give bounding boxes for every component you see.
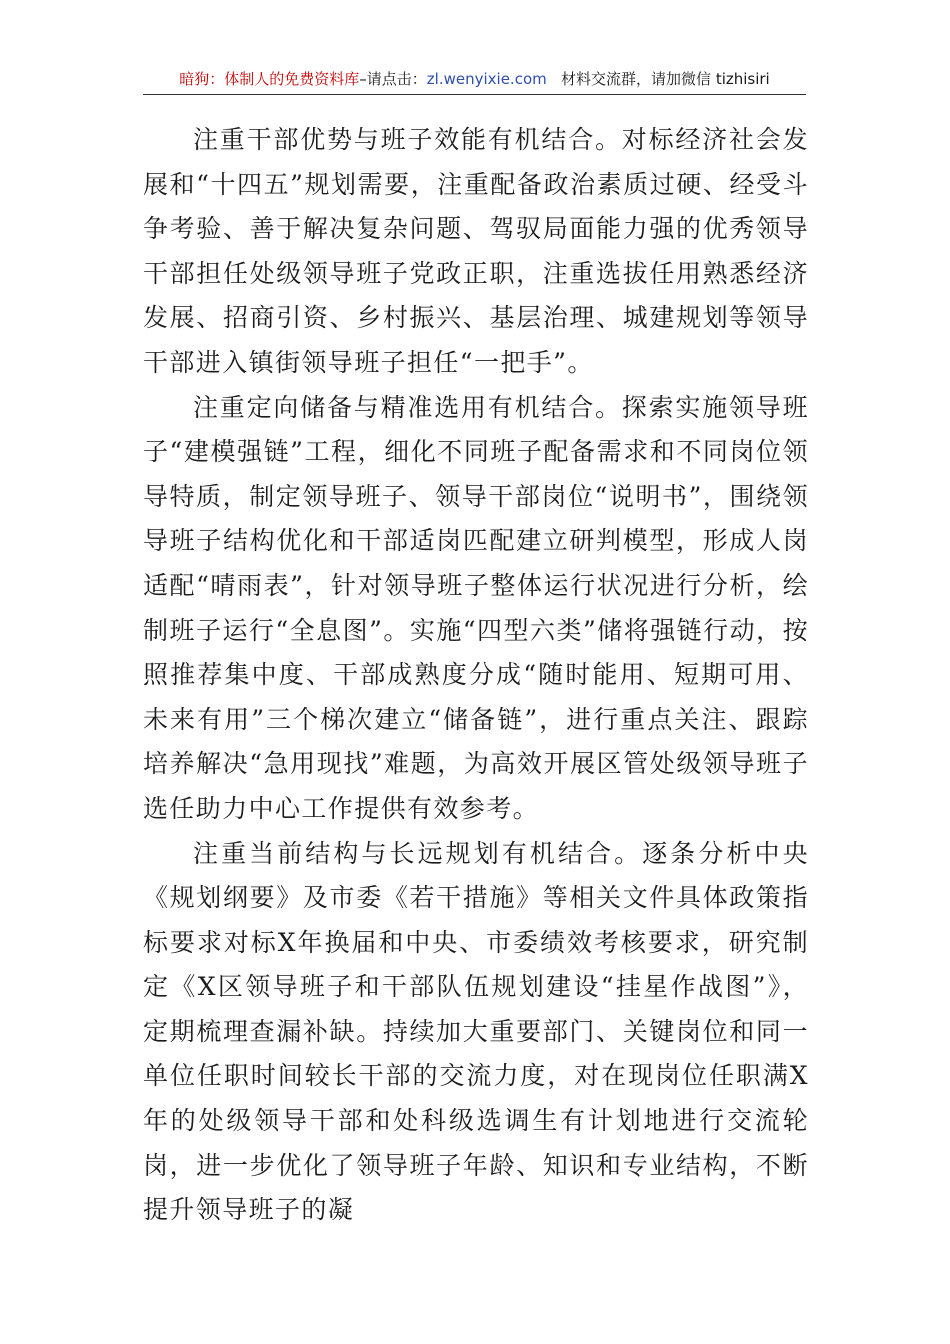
page-header — [143, 66, 806, 92]
header-divider — [143, 94, 806, 95]
paragraph-3: 注重当前结构与长远规划有机结合。逐条分析中央《规划纲要》及市委《若干措施》等相关文件具体政策指标要求对标X年换届和中央、市委绩效考核要求，研究制定《X区领导班子和干部队伍规划建设“挂星作战图”》，定期梳理查漏补缺。持续加大重要部门、关键岗位和同一单位任职时间较长干部的交流力度，对在现岗位任职满X年的处级领导干部和处科级选调生有计划地进行交流轮岗，进一步优化了领导班子年龄、知识和专业结构，不断提升领导班子的凝 — [143, 838, 809, 1225]
header-prompt: –请点击： — [359, 70, 427, 88]
header-brand: 暗狗：体制人的免费资料库 — [179, 70, 360, 88]
header-link[interactable]: zl.wenyixie.com — [426, 70, 547, 88]
paragraph-1: 注重干部优势与班子效能有机结合。对标经济社会发展和“十四五”规划需要，注重配备政治素质过硬、经受斗争考验、善于解决复杂问题、驾驭局面能力强的优秀领导干部担任处级领导班子党政正职，注重选拔任用熟悉经济发展、招商引资、乡村振兴、基层治理、城建规划等领导干部进入镇街领导班子担任“一把手”。 — [143, 125, 809, 377]
document-body — [143, 118, 809, 1233]
header-contact: 材料交流群，请加微信 tizhisiri — [561, 70, 770, 88]
paragraph-2: 注重定向储备与精准选用有机结合。探索实施领导班子“建模强链”工程，细化不同班子配备需求和不同岗位领导特质，制定领导班子、领导干部岗位“说明书”，围绕领导班子结构优化和干部适岗匹配建立研判模型，形成人岗适配“晴雨表”，针对领导班子整体运行状况进行分析，绘制班子运行“全息图”。实施“四型六类”储将强链行动，按照推荐集中度、干部成熟度分成“随时能用、短期可用、未来有用”三个梯次建立“储备链”，进行重点关注、跟踪培养解决“急用现找”难题，为高效开展区管处级领导班子选任助力中心工作提供有效参考。 — [143, 392, 809, 823]
